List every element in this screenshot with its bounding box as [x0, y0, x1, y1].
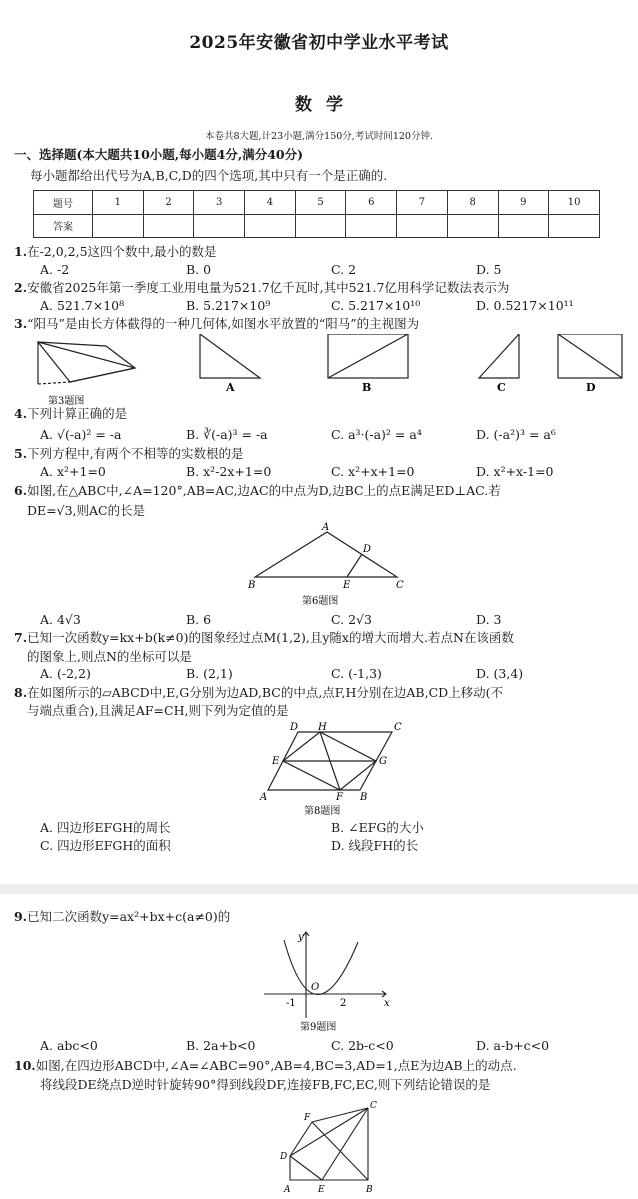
question-stem: 如图,在四边形ABCD中,∠A=∠ABC=90°,AB=4,BC=3,AD=1,点E为边AB上的动点.: [35, 1058, 517, 1073]
table-cell-number: 9: [498, 191, 549, 215]
answer-table-row-answers: [34, 214, 600, 238]
table-cell-number: 5: [295, 191, 346, 215]
question-stem: 已知二次函数y=ax²+bx+c(a≠0)的: [27, 909, 231, 924]
q6-option-c[interactable]: C. 2√3: [331, 612, 372, 627]
option-c-figure: [479, 334, 519, 378]
subject-title: 数学: [295, 95, 357, 115]
q7-option-d[interactable]: D. (3,4): [476, 666, 524, 681]
option-c-label: C: [497, 381, 506, 394]
yangma-edge: [38, 342, 135, 368]
option-a-label: A: [226, 381, 235, 394]
q7-option-c[interactable]: C. (-1,3): [331, 666, 382, 681]
q4-option-c[interactable]: C. a³·(-a)² = a⁴: [331, 427, 422, 442]
point-c-label: C: [370, 1101, 377, 1111]
point-e-label: E: [318, 1185, 325, 1195]
root-2-label: 2: [340, 998, 347, 1009]
question-9: [14, 909, 230, 925]
question-7: [14, 630, 514, 646]
question-6: [14, 483, 501, 499]
q9-option-a[interactable]: A. abc<0: [40, 1038, 98, 1053]
answer-cell[interactable]: [498, 214, 549, 238]
page-separator: [0, 884, 638, 894]
triangle-abc: [255, 532, 397, 577]
question-2: [14, 280, 509, 296]
q6-option-d[interactable]: D. 3: [476, 612, 502, 627]
question-number: 8.: [14, 685, 28, 700]
q8-caption: 第8题图: [304, 806, 341, 817]
question-number: 9.: [14, 909, 28, 924]
q1-option-a[interactable]: A. -2: [40, 262, 70, 277]
q6-figure: [240, 522, 420, 610]
parabola: [284, 940, 358, 995]
q8-figure: [256, 720, 406, 818]
yangma-top: [38, 342, 135, 382]
q8-option-c[interactable]: C. 四边形EFGH的面积: [40, 838, 171, 853]
point-a-label: A: [322, 522, 330, 533]
question-8: [14, 685, 503, 701]
option-d-label: D: [586, 381, 596, 394]
segment-de: [290, 1156, 322, 1180]
table-cell-number: 7: [397, 191, 448, 215]
section-heading: 一、选择题(本大题共10小题,每小题4分,满分40分): [14, 147, 304, 162]
q8-option-a[interactable]: A. 四边形EFGH的周长: [40, 820, 171, 835]
answer-cell[interactable]: [93, 214, 144, 238]
x-axis-label: x: [384, 998, 390, 1009]
q1-option-d[interactable]: D. 5: [476, 262, 502, 277]
point-f-label: F: [304, 1113, 311, 1123]
answer-table: [33, 190, 600, 238]
q5-option-c[interactable]: C. x²+x+1=0: [331, 464, 415, 479]
option-d-diagonal: [558, 334, 622, 378]
segment-fc: [312, 1108, 368, 1122]
point-e-label: E: [343, 580, 351, 591]
question-stem: 如图,在△ABC中,∠A=120°,AB=AC,边AC的中点为D,边BC上的点E满足ED⊥AC.若: [27, 483, 501, 498]
point-a-label: A: [260, 792, 268, 803]
question-stem: 下列方程中,有两个不相等的实数根的是: [27, 446, 244, 461]
point-c-label: C: [396, 580, 404, 591]
q4-option-b[interactable]: B. ∛(-a)³ = -a: [186, 427, 268, 442]
q7-option-a[interactable]: A. (-2,2): [40, 666, 91, 681]
q9-option-c[interactable]: C. 2b-c<0: [331, 1038, 394, 1053]
answer-cell[interactable]: [194, 214, 245, 238]
question-stem: 下列计算正确的是: [27, 406, 128, 421]
answer-cell[interactable]: [295, 214, 346, 238]
q6-caption: 第6题图: [302, 596, 339, 607]
origin-label: O: [311, 982, 320, 993]
section-instruction: 每小题都给出代号为A,B,C,D的四个选项,其中只有一个是正确的.: [30, 168, 388, 183]
q5-option-a[interactable]: A. x²+1=0: [40, 464, 106, 479]
question-1: [14, 244, 217, 260]
segment-ec: [322, 1108, 368, 1180]
question-number: 6.: [14, 483, 28, 498]
option-b-label: B: [362, 381, 372, 394]
point-d-label: D: [363, 544, 372, 555]
table-cell-number: 8: [447, 191, 498, 215]
q2-option-c[interactable]: C. 5.217×10¹⁰: [331, 298, 421, 313]
q4-option-d[interactable]: D. (-a²)³ = a⁶: [476, 427, 556, 442]
question-number: 4.: [14, 406, 28, 421]
q2-option-b[interactable]: B. 5.217×10⁹: [186, 298, 271, 313]
q9-figure: [256, 930, 396, 1034]
q8-option-b[interactable]: B. ∠EFG的大小: [331, 820, 424, 835]
yangma-edge: [38, 382, 70, 384]
question-6-line2: DE=√3,则AC的长是: [27, 503, 146, 518]
point-h-label: H: [318, 722, 327, 733]
exam-notice: 本卷共8大题,计23小题,满分150分,考试时间120分钟.: [205, 131, 433, 142]
point-f-label: F: [336, 792, 343, 803]
y-axis-label: y: [298, 932, 304, 943]
question-5: [14, 446, 244, 462]
answer-cell[interactable]: [143, 214, 194, 238]
point-g-label: G: [379, 756, 387, 767]
answer-cell[interactable]: [397, 214, 448, 238]
question-number: 1.: [14, 244, 28, 259]
q5-option-d[interactable]: D. x²+x-1=0: [476, 464, 554, 479]
segment-de: [347, 554, 362, 577]
q5-option-b[interactable]: B. x²-2x+1=0: [186, 464, 272, 479]
answer-cell[interactable]: [245, 214, 296, 238]
q9-option-b[interactable]: B. 2a+b<0: [186, 1038, 256, 1053]
q1-option-c[interactable]: C. 2: [331, 262, 357, 277]
table-cell-number: 1: [93, 191, 144, 215]
q6-option-a[interactable]: A. 4√3: [40, 612, 81, 627]
q6-option-b[interactable]: B. 6: [186, 612, 212, 627]
q9-option-d[interactable]: D. a-b+c<0: [476, 1038, 550, 1053]
question-stem: 安徽省2025年第一季度工业用电量为521.7亿千瓦时,其中521.7亿用科学记数法表示为: [27, 280, 510, 295]
table-cell-number: 3: [194, 191, 245, 215]
point-e-label: E: [272, 756, 280, 767]
segment-df: [290, 1122, 312, 1156]
question-stem: 已知一次函数y=kx+b(k≠0)的图象经过点M(1,2),且y随x的增大而增大.若点N在该函数: [27, 630, 514, 645]
option-b-diagonal: [328, 334, 408, 378]
q9-caption: 第9题图: [300, 1022, 337, 1033]
q4-option-a[interactable]: A. √(-a)² = -a: [40, 427, 122, 442]
question-8-line2: 与端点重合),且满足AF=CH,则下列为定值的是: [27, 703, 289, 718]
q10-figure: [276, 1098, 386, 1198]
table-header-answer: 答案: [34, 214, 93, 238]
question-10-line2: 将线段DE绕点D逆时针旋转90°得到线段DF,连接FB,FC,EC,则下列结论错误的是: [40, 1077, 491, 1092]
exam-title: 2025年安徽省初中学业水平考试: [189, 33, 449, 53]
question-3: [14, 316, 419, 332]
table-cell-number: 6: [346, 191, 397, 215]
question-stem: 在-2,0,2,5这四个数中,最小的数是: [27, 244, 217, 259]
q8-option-d[interactable]: D. 线段FH的长: [331, 838, 419, 853]
question-stem: 在如图所示的▱ABCD中,E,G分别为边AD,BC的中点,点F,H分别在边AB,CD上移动(不: [27, 685, 504, 700]
question-10: [14, 1058, 517, 1074]
option-a-figure: [200, 334, 260, 378]
q3-figures: [30, 334, 630, 406]
question-number: 7.: [14, 630, 28, 645]
table-cell-number: 10: [549, 191, 600, 215]
answer-table-row-numbers: [34, 191, 600, 215]
yangma-edge: [70, 368, 135, 382]
q1-option-b[interactable]: B. 0: [186, 262, 212, 277]
question-7-line2: 的图象上,则点N的坐标可以是: [27, 649, 192, 664]
point-d-label: D: [280, 1152, 288, 1162]
question-4: [14, 406, 127, 422]
answer-cell[interactable]: [549, 214, 600, 238]
point-b-label: B: [360, 792, 368, 803]
table-header-number: 题号: [34, 191, 93, 215]
point-d-label: D: [290, 722, 299, 733]
point-b-label: B: [248, 580, 256, 591]
root-neg1-label: -1: [286, 998, 296, 1009]
question-number: 5.: [14, 446, 28, 461]
q2-option-d[interactable]: D. 0.5217×10¹¹: [476, 298, 574, 313]
q2-option-a[interactable]: A. 521.7×10⁸: [40, 298, 125, 313]
q3-caption: 第3题图: [48, 396, 85, 406]
segment-dc: [290, 1108, 368, 1156]
table-cell-number: 2: [143, 191, 194, 215]
question-number: 2.: [14, 280, 28, 295]
question-number: 10.: [14, 1058, 36, 1073]
q7-option-b[interactable]: B. (2,1): [186, 666, 233, 681]
point-b-label: B: [366, 1185, 373, 1195]
question-number: 3.: [14, 316, 28, 331]
answer-cell[interactable]: [447, 214, 498, 238]
question-stem: “阳马”是由长方体截得的一种几何体,如图水平放置的“阳马”的主视图为: [27, 316, 420, 331]
answer-cell[interactable]: [346, 214, 397, 238]
point-c-label: C: [394, 722, 402, 733]
table-cell-number: 4: [245, 191, 296, 215]
point-a-label: A: [284, 1185, 291, 1195]
